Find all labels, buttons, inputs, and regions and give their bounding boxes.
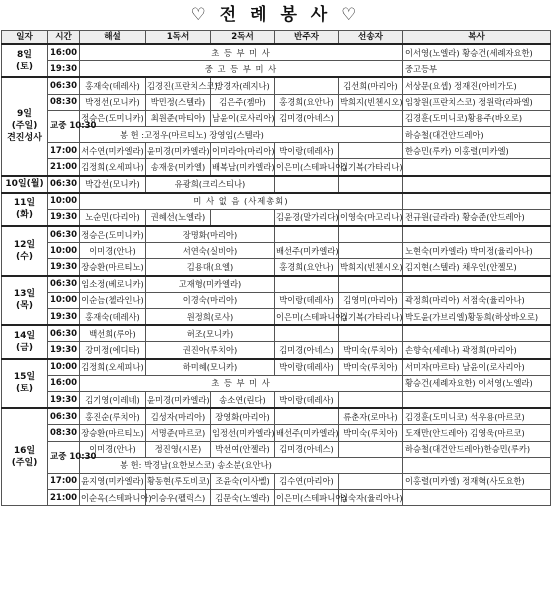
organist-cell: 이은미(스테파니아) bbox=[275, 159, 339, 176]
date-line: (주일) bbox=[11, 458, 38, 469]
schedule-row bbox=[2, 441, 551, 457]
commentary-cell: 김정희(오세피나) bbox=[80, 159, 146, 176]
reading2-cell: 남윤이(로사리아) bbox=[211, 110, 275, 126]
commentary-cell: 노순민(다리아) bbox=[80, 209, 146, 226]
altar-server-cell: 노현숙(미카엘라) 박미정(율리아나) bbox=[403, 243, 551, 259]
commentary-cell: 김정희(오세피나) bbox=[80, 359, 146, 376]
cantor-cell bbox=[339, 391, 403, 408]
altar-server-cell: 서미자(마르타) 남윤이(로사리아) bbox=[403, 359, 551, 376]
date-line: (금) bbox=[16, 342, 33, 353]
reading1-cell: 권혜선(노엘라) bbox=[146, 209, 211, 226]
commentary-cell: 홍진순(루치아) bbox=[80, 408, 146, 425]
reading2-cell: 배복남(미카엘라) bbox=[211, 159, 275, 176]
date-line: 14일 bbox=[13, 330, 36, 341]
commentary-cell: 장승환(마르티노) bbox=[80, 259, 146, 276]
schedule-table bbox=[1, 30, 551, 506]
schedule-row bbox=[2, 309, 551, 326]
commentary-cell: 김기영(이레네) bbox=[80, 391, 146, 408]
date-line: (주일) bbox=[11, 121, 38, 132]
reading-cell: 허조(모니카) bbox=[146, 325, 275, 342]
date-line: (수) bbox=[16, 251, 33, 262]
time-cell: 06:30 bbox=[48, 77, 80, 94]
commentary-cell: 정승은(도미니카) bbox=[80, 226, 146, 243]
organist-cell: 김윤경(말가리다) bbox=[275, 209, 339, 226]
cantor-cell: 이영숙(마고리나) bbox=[339, 209, 403, 226]
schedule-row bbox=[2, 490, 551, 506]
time-cell: 10:00 bbox=[48, 193, 80, 210]
date-line: 15일 bbox=[13, 372, 36, 383]
date-line: 8일 bbox=[17, 49, 32, 60]
organist-cell: 김수연(마리아) bbox=[275, 473, 339, 489]
schedule-row bbox=[2, 391, 551, 408]
cantor-cell: 류춘자(로마나) bbox=[339, 408, 403, 425]
organist-cell: 박이랑(데레사) bbox=[275, 292, 339, 308]
organist-cell: 김미경(아네스) bbox=[275, 342, 339, 359]
date-line: (화) bbox=[16, 210, 33, 221]
column-header: 복사 bbox=[403, 31, 551, 45]
organist-cell: 홍경희(요안나) bbox=[275, 259, 339, 276]
schedule-row bbox=[2, 408, 551, 425]
schedule-row bbox=[2, 325, 551, 342]
schedule-row bbox=[2, 176, 551, 193]
altar-server-cell: 김경훈(도미니코) 석우용(마르코) bbox=[403, 408, 551, 425]
commentary-cell: 이미경(안나) bbox=[80, 243, 146, 259]
time-cell: 06:30 bbox=[48, 276, 80, 293]
time-cell: 21:00 bbox=[48, 159, 80, 176]
altar-server-cell bbox=[403, 457, 551, 473]
altar-server-cell: 전규원(글라라) 황승준(안드레아) bbox=[403, 209, 551, 226]
commentary-cell: 백선희(루아) bbox=[80, 325, 146, 342]
date-line: 13일 bbox=[13, 289, 36, 300]
commentary-cell: 박정선(모니카) bbox=[80, 94, 146, 110]
time-cell: 06:30 bbox=[48, 176, 80, 193]
date-cell bbox=[2, 325, 48, 358]
reading2-cell: 조윤숙(이사벨) bbox=[211, 473, 275, 489]
commentary-cell: 장승환(마르티노) bbox=[80, 425, 146, 441]
altar-server-cell bbox=[403, 193, 551, 210]
column-header: 시간 bbox=[48, 31, 80, 45]
column-header: 2독서 bbox=[211, 31, 275, 45]
reading1-cell: 윤미경(미카엘라) bbox=[146, 391, 211, 408]
offertory-cell: 봉 헌: 박경남(요한보스코) 송소분(요안나) bbox=[80, 457, 403, 473]
organist-cell bbox=[275, 176, 339, 193]
commentary-cell: 박갑선(모니카) bbox=[80, 176, 146, 193]
column-header: 해설 bbox=[80, 31, 146, 45]
altar-server-cell: 하승철(대건안드레아) bbox=[403, 126, 551, 142]
organist-cell: 박이랑(데레사) bbox=[275, 391, 339, 408]
commentary-cell: 정승은(도미니카) bbox=[80, 110, 146, 126]
altar-server-cell: 한승민(루카) 이홍렬(미카엘) bbox=[403, 143, 551, 159]
reading2-cell: 임정선(미카엘라) bbox=[211, 425, 275, 441]
altar-server-cell: 황승건(세례자요한) 이서영(노엘라) bbox=[403, 375, 551, 391]
reading-cell: 김용대(요엘) bbox=[146, 259, 275, 276]
reading2-cell: 박선여(안젤라) bbox=[211, 441, 275, 457]
commentary-cell: 이미경(안나) bbox=[80, 441, 146, 457]
reading-cell: 원정희(로사) bbox=[146, 309, 275, 326]
time-cell: 19:30 bbox=[48, 342, 80, 359]
reading1-cell: 이승우(펠릭스) bbox=[146, 490, 211, 506]
time-cell: 10:00 bbox=[48, 292, 80, 308]
time-cell: 10:00 bbox=[48, 243, 80, 259]
altar-server-cell: 중고등부 bbox=[403, 61, 551, 78]
date-line: (토) bbox=[16, 61, 33, 72]
time-cell: 19:30 bbox=[48, 61, 80, 78]
altar-server-cell bbox=[403, 490, 551, 506]
date-cell bbox=[2, 193, 48, 226]
altar-server-cell bbox=[403, 159, 551, 176]
organist-cell bbox=[275, 325, 339, 342]
reading2-cell: 방경자(레지나) bbox=[211, 77, 275, 94]
cantor-cell bbox=[339, 176, 403, 193]
reading2-cell bbox=[211, 209, 275, 226]
commentary-cell: 강미정(에디타) bbox=[80, 342, 146, 359]
altar-server-cell bbox=[403, 226, 551, 243]
commentary-cell: 홍재숙(데레사) bbox=[80, 77, 146, 94]
time-cell: 17:00 bbox=[48, 473, 80, 489]
cantor-cell bbox=[339, 473, 403, 489]
schedule-row bbox=[2, 276, 551, 293]
altar-server-cell: 곽정희(마리아) 서점숙(율리아나) bbox=[403, 292, 551, 308]
reading1-cell: 정진영(시몬) bbox=[146, 441, 211, 457]
date-cell bbox=[2, 408, 48, 506]
schedule-row bbox=[2, 193, 551, 210]
date-cell bbox=[2, 359, 48, 409]
schedule-row bbox=[2, 375, 551, 391]
reading2-cell: 송소연(린다) bbox=[211, 391, 275, 408]
reading2-cell: 김은주(젬마) bbox=[211, 94, 275, 110]
column-header: 선송자 bbox=[339, 31, 403, 45]
reading1-cell: 송재웅(미카엘) bbox=[146, 159, 211, 176]
cantor-cell: 김기복(가타리나) bbox=[339, 159, 403, 176]
time-cell: 교중 10:30 bbox=[48, 441, 80, 473]
cantor-cell bbox=[339, 243, 403, 259]
altar-server-cell: 하승철(대건안드레아)한승민(루카) bbox=[403, 441, 551, 457]
reading1-cell: 김성자(마리아) bbox=[146, 408, 211, 425]
altar-server-cell: 김지현(스텔라) 채우인(안젤모) bbox=[403, 259, 551, 276]
commentary-cell: 이순늠(첼라인나) bbox=[80, 292, 146, 308]
date-line: 11일 bbox=[13, 198, 36, 209]
mass-note-cell: 중 고 등 부 미 사 bbox=[80, 61, 403, 78]
time-cell: 19:30 bbox=[48, 391, 80, 408]
altar-server-cell: 이서영(노엘라) 황승건(세례자요한) bbox=[403, 44, 551, 61]
organist-cell: 홍경희(요안나) bbox=[275, 94, 339, 110]
date-cell bbox=[2, 77, 48, 175]
organist-cell bbox=[275, 226, 339, 243]
date-line: 12일 bbox=[13, 239, 36, 250]
cantor-cell: 김영미(마리아) bbox=[339, 292, 403, 308]
cantor-cell: 박희지(빈첸시오) bbox=[339, 94, 403, 110]
organist-cell: 이은미(스테파니아) bbox=[275, 309, 339, 326]
date-cell bbox=[2, 44, 48, 77]
altar-server-cell: 김경훈(도미니코)황용주(바오로) bbox=[403, 110, 551, 126]
organist-cell bbox=[275, 276, 339, 293]
schedule-row bbox=[2, 473, 551, 489]
reading1-cell: 서명준(마르코) bbox=[146, 425, 211, 441]
altar-server-cell bbox=[403, 176, 551, 193]
reading-cell: 서연숙(실비아) bbox=[146, 243, 275, 259]
organist-cell: 박이랑(데레사) bbox=[275, 359, 339, 376]
column-header: 반주자 bbox=[275, 31, 339, 45]
altar-server-cell bbox=[403, 391, 551, 408]
time-cell: 06:30 bbox=[48, 408, 80, 425]
schedule-row bbox=[2, 209, 551, 226]
organist-cell: 이은미(스테파니아) bbox=[275, 490, 339, 506]
date-line: 10일(월) bbox=[5, 179, 44, 190]
organist-cell: 배선주(미카엘라) bbox=[275, 243, 339, 259]
schedule-row bbox=[2, 143, 551, 159]
cantor-cell: 김선희(마리아) bbox=[339, 77, 403, 94]
reading-cell: 고재형(미카엘라) bbox=[146, 276, 275, 293]
reading-cell: 장명화(마리아) bbox=[146, 226, 275, 243]
offertory-cell: 봉 헌 :고정우(마르티노) 장영임(스텔라) bbox=[80, 126, 403, 142]
date-cell bbox=[2, 276, 48, 326]
altar-server-cell: 박도윤(가브리엘)황동희(하상바오로) bbox=[403, 309, 551, 326]
cantor-cell bbox=[339, 226, 403, 243]
altar-server-cell: 도재만(안드레아) 김영욱(마르코) bbox=[403, 425, 551, 441]
cantor-cell bbox=[339, 110, 403, 126]
cantor-cell: 김기복(가타리나) bbox=[339, 309, 403, 326]
schedule-row bbox=[2, 110, 551, 126]
organist-cell bbox=[275, 408, 339, 425]
time-cell: 06:30 bbox=[48, 226, 80, 243]
schedule-row bbox=[2, 292, 551, 308]
schedule-row bbox=[2, 425, 551, 441]
schedule-row bbox=[2, 226, 551, 243]
commentary-cell: 이순옥(스테파니아) bbox=[80, 490, 146, 506]
schedule-row bbox=[2, 61, 551, 78]
date-line: 9일 bbox=[17, 109, 32, 120]
column-header: 1독서 bbox=[146, 31, 211, 45]
time-cell: 17:00 bbox=[48, 143, 80, 159]
reading1-cell: 김경진(프란치스코) bbox=[146, 77, 211, 94]
schedule-row bbox=[2, 44, 551, 61]
altar-server-cell bbox=[403, 276, 551, 293]
time-cell: 19:30 bbox=[48, 309, 80, 326]
cantor-cell: 박미숙(루치아) bbox=[339, 425, 403, 441]
reading-cell: 하미혜(모니카) bbox=[146, 359, 275, 376]
cantor-cell: 박희지(빈첸시오) bbox=[339, 259, 403, 276]
cantor-cell: 박미숙(루치아) bbox=[339, 342, 403, 359]
altar-server-cell bbox=[403, 325, 551, 342]
time-cell: 06:30 bbox=[48, 325, 80, 342]
schedule-row bbox=[2, 77, 551, 94]
date-cell bbox=[2, 176, 48, 193]
reading-cell: 유광희(크리스티나) bbox=[146, 176, 275, 193]
altar-server-cell: 서상문(요셉) 정재진(아비가도) bbox=[403, 77, 551, 94]
page-title: ♡ 전 례 봉 사 ♡ bbox=[190, 5, 361, 25]
time-cell: 16:00 bbox=[48, 44, 80, 61]
schedule-row bbox=[2, 94, 551, 110]
time-cell: 19:30 bbox=[48, 259, 80, 276]
organist-cell: 박이랑(데레사) bbox=[275, 143, 339, 159]
cantor-cell bbox=[339, 143, 403, 159]
header-row bbox=[2, 31, 551, 45]
organist-cell bbox=[275, 77, 339, 94]
cantor-cell bbox=[339, 441, 403, 457]
reading1-cell: 황동현(루도비코) bbox=[146, 473, 211, 489]
organist-cell: 김미경(아네스) bbox=[275, 110, 339, 126]
commentary-cell: 윤지영(미카엘라) bbox=[80, 473, 146, 489]
time-cell: 21:00 bbox=[48, 490, 80, 506]
schedule-row bbox=[2, 243, 551, 259]
reading1-cell: 윤미경(미카엘라) bbox=[146, 143, 211, 159]
date-line: (목) bbox=[16, 301, 33, 312]
reading1-cell: 박민정(스텔라) bbox=[146, 94, 211, 110]
schedule-row bbox=[2, 359, 551, 376]
commentary-cell: 임소정(베로니카) bbox=[80, 276, 146, 293]
cantor-cell bbox=[339, 276, 403, 293]
time-cell: 교중 10:30 bbox=[48, 110, 80, 142]
time-cell: 16:00 bbox=[48, 375, 80, 391]
cantor-cell: 임숙자(율리아나) bbox=[339, 490, 403, 506]
cantor-cell bbox=[339, 325, 403, 342]
reading1-cell: 최원준(마티아) bbox=[146, 110, 211, 126]
altar-server-cell: 손향숙(세레나) 곽정희(마리아) bbox=[403, 342, 551, 359]
organist-cell: 김미경(아네스) bbox=[275, 441, 339, 457]
column-header: 일자 bbox=[2, 31, 48, 45]
time-cell: 10:00 bbox=[48, 359, 80, 376]
altar-server-cell: 이홍렬(미카엘) 정재혁(사도요한) bbox=[403, 473, 551, 489]
schedule-row bbox=[2, 259, 551, 276]
organist-cell: 배선주(미카엘라) bbox=[275, 425, 339, 441]
time-cell: 08:30 bbox=[48, 425, 80, 441]
mass-note-cell: 미 사 없 음 (사제총회) bbox=[80, 193, 403, 210]
date-line: 견진성사 bbox=[7, 133, 42, 144]
reading2-cell: 김문숙(노엘라) bbox=[211, 490, 275, 506]
mass-note-cell: 초 등 부 미 사 bbox=[80, 44, 403, 61]
reading2-cell: 이미라아(마리아) bbox=[211, 143, 275, 159]
mass-note-cell: 초 등 부 미 사 bbox=[80, 375, 403, 391]
date-line: (토) bbox=[16, 384, 33, 395]
reading-cell: 권진아(루치아) bbox=[146, 342, 275, 359]
reading2-cell: 장영화(마리아) bbox=[211, 408, 275, 425]
altar-server-cell: 임창원(프란치스코) 정원락(라파엘) bbox=[403, 94, 551, 110]
cantor-cell: 박미숙(루치아) bbox=[339, 359, 403, 376]
commentary-cell: 홍재숙(데레사) bbox=[80, 309, 146, 326]
time-cell: 08:30 bbox=[48, 94, 80, 110]
reading-cell: 이경숙(마리아) bbox=[146, 292, 275, 308]
date-cell bbox=[2, 226, 48, 276]
time-cell: 19:30 bbox=[48, 209, 80, 226]
date-line: 16일 bbox=[13, 446, 36, 457]
commentary-cell: 서수연(미카엘라) bbox=[80, 143, 146, 159]
schedule-row bbox=[2, 159, 551, 176]
schedule-row bbox=[2, 342, 551, 359]
